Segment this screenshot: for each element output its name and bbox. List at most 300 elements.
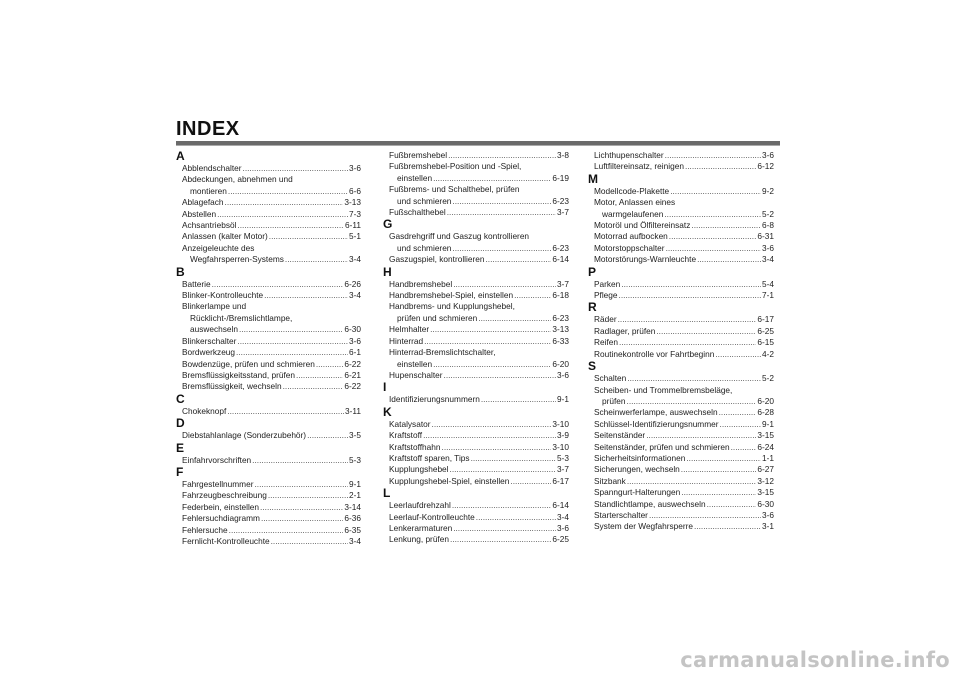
dot-leader xyxy=(514,290,551,301)
index-entry-text: Fehlersuchdiagramm xyxy=(182,513,260,524)
page-number: 3-12 xyxy=(757,475,774,486)
index-entry-text: Modellcode-Plakette xyxy=(594,185,670,196)
index-entry-text: einstellen xyxy=(397,358,433,369)
page-number: 6-20 xyxy=(552,358,569,369)
dot-leader xyxy=(619,337,756,348)
index-entry xyxy=(383,523,569,534)
page-number: 5-2 xyxy=(762,208,774,219)
dot-leader xyxy=(229,525,344,536)
index-entry xyxy=(176,430,361,441)
watermark: carmanualsonline.info xyxy=(680,648,950,672)
index-entry-text: Seitenständer, prüfen und schmieren xyxy=(594,441,730,452)
index-entry-line xyxy=(182,347,361,358)
index-entry xyxy=(383,324,569,335)
page-number: 6-30 xyxy=(757,498,774,509)
page-number: 9-1 xyxy=(762,418,774,429)
dot-leader xyxy=(269,231,348,242)
index-entry xyxy=(588,349,774,360)
page-number: 3-6 xyxy=(349,163,361,173)
index-entry-text: Kraftstoff xyxy=(389,430,423,441)
index-entry-line xyxy=(182,186,361,197)
index-entry-line xyxy=(594,326,774,337)
index-entry-line xyxy=(389,453,569,464)
dot-leader xyxy=(656,326,756,337)
index-entry xyxy=(176,455,361,466)
index-entry xyxy=(383,500,569,511)
dot-leader xyxy=(296,370,343,381)
page-number: 6-6 xyxy=(349,185,361,196)
page-number: 6-23 xyxy=(552,312,569,323)
dot-leader xyxy=(453,523,556,534)
page-number: 5-4 xyxy=(762,278,774,289)
index-entry-line xyxy=(594,521,774,532)
index-entry-line xyxy=(594,254,774,265)
dot-leader xyxy=(478,313,551,324)
index-entry xyxy=(588,430,774,441)
index-entry-line xyxy=(182,336,361,347)
index-entry-line xyxy=(389,254,569,265)
index-entry-line xyxy=(389,534,569,545)
page-number: 6-14 xyxy=(552,254,569,265)
page-number: 3-4 xyxy=(349,535,361,546)
page-number: 3-6 xyxy=(557,522,569,533)
index-entry xyxy=(383,534,569,545)
index-entry xyxy=(588,314,774,325)
index-entry-line xyxy=(594,510,774,521)
index-entry-text: Bremsflüssigkeitsstand, prüfen xyxy=(182,369,295,380)
index-entry-text: Fußbremshebel-Position und -Spiel, xyxy=(389,161,522,172)
page-number: 2-1 xyxy=(349,490,361,501)
index-entry-line xyxy=(182,324,361,335)
dot-leader xyxy=(264,290,348,301)
index-entry-line xyxy=(389,173,569,184)
index-entry-line xyxy=(182,197,361,208)
index-entry-text: Fußbrems- und Schalthebel, prüfen xyxy=(389,184,520,195)
page-number: 3-9 xyxy=(557,430,569,441)
index-entry-text: System der Wegfahrsperre xyxy=(594,521,693,532)
index-entry xyxy=(383,207,569,218)
index-letter-heading: R xyxy=(588,300,597,315)
page-number: 3-4 xyxy=(762,254,774,265)
dot-leader xyxy=(707,499,757,510)
index-entry xyxy=(383,464,569,475)
index-entry-text: Bremsflüssigkeit, wechseln xyxy=(182,381,282,392)
index-entry-line xyxy=(182,220,361,231)
page-number: 3-10 xyxy=(552,441,569,452)
page-number: 4-2 xyxy=(762,348,774,359)
index-entry-line xyxy=(389,512,569,523)
page-number: 6-22 xyxy=(344,358,361,369)
index-entry xyxy=(588,161,774,172)
index-entry-text: Fußbremshebel xyxy=(389,150,448,160)
page-number: 6-27 xyxy=(757,464,774,475)
index-entry-line xyxy=(594,487,774,498)
page-number: 7-1 xyxy=(762,290,774,301)
page-number: 3-10 xyxy=(552,418,569,429)
index-entry xyxy=(383,336,569,347)
page-number: 3-6 xyxy=(762,509,774,520)
page-number: 3-7 xyxy=(557,464,569,475)
dot-leader xyxy=(316,359,344,370)
index-entry xyxy=(588,279,774,290)
index-entry-line xyxy=(594,349,774,360)
index-entry-line xyxy=(594,279,774,290)
index-entry xyxy=(176,490,361,501)
index-column-3 xyxy=(588,150,774,533)
dot-leader xyxy=(433,359,551,370)
dot-leader xyxy=(450,464,556,475)
index-entry xyxy=(588,487,774,498)
dot-leader xyxy=(686,453,761,464)
index-entry-text: Parken xyxy=(594,278,621,289)
index-entry-text: warmgelaufenen xyxy=(602,208,664,219)
index-entry xyxy=(588,150,774,161)
dot-leader xyxy=(225,197,344,208)
index-entry xyxy=(588,499,774,510)
index-entry-text: Katalysator xyxy=(389,418,431,429)
dot-leader xyxy=(452,500,552,511)
page-number: 6-28 xyxy=(757,407,774,418)
index-entry xyxy=(588,453,774,464)
index-entry-line xyxy=(182,513,361,524)
index-entry-text: Wegfahrsperren-Systems xyxy=(190,254,284,265)
index-entry xyxy=(588,186,774,197)
index-entry-text: Abdeckungen, abnehmen und xyxy=(182,174,293,185)
index-entry-line xyxy=(182,209,361,220)
page-number: 6-15 xyxy=(757,337,774,348)
dot-leader xyxy=(261,513,343,524)
index-entry-line xyxy=(594,231,774,242)
index-entry-text: Kupplungshebel-Spiel, einstellen xyxy=(389,475,510,486)
dot-leader xyxy=(217,209,348,220)
page-number: 6-31 xyxy=(757,231,774,242)
index-entry-line xyxy=(389,523,569,534)
index-entry xyxy=(588,290,774,301)
index-entry-line xyxy=(594,476,774,487)
index-letter-heading: H xyxy=(383,264,392,279)
index-letter-heading: F xyxy=(176,464,184,479)
index-entry-text: Motoröl und Ölfiltereinsatz xyxy=(594,220,691,231)
dot-leader xyxy=(619,290,761,301)
page-number: 6-26 xyxy=(344,278,361,289)
page-number: 1-1 xyxy=(762,452,774,463)
index-entry-line xyxy=(182,502,361,513)
index-entry-text: montieren xyxy=(190,185,227,196)
index-entry xyxy=(176,197,361,208)
index-entry-text: Leerlaufdrehzahl xyxy=(389,500,451,511)
page-number: 9-1 xyxy=(557,394,569,405)
index-entry-line xyxy=(594,464,774,475)
page-number: 6-21 xyxy=(344,369,361,380)
dot-leader xyxy=(444,370,556,381)
index-entry xyxy=(588,326,774,337)
index-entry-text: Kraftstoff sparen, Tips xyxy=(389,452,470,463)
page-number: 3-11 xyxy=(345,405,361,416)
index-column-1 xyxy=(176,150,361,547)
page-number: 3-13 xyxy=(552,324,569,335)
dot-leader xyxy=(697,254,761,265)
page-number: 6-23 xyxy=(552,242,569,253)
index-entry-text: Fernlicht-Kontrolleuchte xyxy=(182,535,270,546)
page-number: 6-18 xyxy=(552,290,569,301)
dot-leader xyxy=(731,442,757,453)
index-entry-text: Gasdrehgriff und Gaszug kontrollieren xyxy=(389,231,530,242)
dot-leader xyxy=(720,419,761,430)
index-entry xyxy=(176,220,361,231)
dot-leader xyxy=(237,336,348,347)
page-number: 5-3 xyxy=(557,452,569,463)
dot-leader xyxy=(283,381,344,392)
page-number: 9-2 xyxy=(762,185,774,196)
dot-leader xyxy=(627,396,757,407)
index-entry-line xyxy=(182,370,361,381)
index-letter-heading: A xyxy=(176,149,185,163)
index-entry xyxy=(383,161,569,184)
page-number: 3-6 xyxy=(349,335,361,346)
index-entry xyxy=(176,243,361,266)
index-entry-line xyxy=(594,430,774,441)
index-entry-text: Scheiben- und Trommelbremsbeläge, xyxy=(594,384,733,395)
dot-leader xyxy=(665,150,761,161)
index-entry-text: Sicherheitsinformationen xyxy=(594,452,686,463)
dot-leader xyxy=(453,279,556,290)
index-entry xyxy=(176,381,361,392)
index-entry-text: Anlassen (kalter Motor) xyxy=(182,231,268,242)
index-entry-text: Fußschalthebel xyxy=(389,207,446,218)
dot-leader xyxy=(442,442,552,453)
index-entry-text: und schmieren xyxy=(397,195,452,206)
index-letter-heading: P xyxy=(588,264,597,279)
dot-leader xyxy=(239,324,343,335)
index-entry-text: Batterie xyxy=(182,278,211,289)
index-entry-text: Abstellen xyxy=(182,208,217,219)
index-letter-heading: K xyxy=(383,404,392,419)
index-entry-line xyxy=(594,314,774,325)
index-entry xyxy=(588,464,774,475)
index-entry-line xyxy=(389,464,569,475)
index-entry-text: Luftfiltereinsatz, reinigen xyxy=(594,161,684,172)
index-entry-text: prüfen xyxy=(602,395,626,406)
index-entry-text: Standlichtlampe, auswechseln xyxy=(594,498,706,509)
dot-leader xyxy=(271,536,348,547)
index-entry-line xyxy=(182,406,361,417)
index-entry-text: Blinkerschalter xyxy=(182,335,237,346)
index-entry-text: Einfahrvorschriften xyxy=(182,454,252,465)
page-number: 6-17 xyxy=(552,475,569,486)
index-entry xyxy=(383,150,569,161)
index-entry-line xyxy=(182,430,361,441)
index-entry-text: Helmhalter xyxy=(389,324,430,335)
dot-leader xyxy=(212,279,344,290)
page-number: 3-6 xyxy=(557,369,569,380)
index-letter-heading: L xyxy=(383,486,391,501)
dot-leader xyxy=(621,279,761,290)
index-letter-heading: B xyxy=(176,264,185,279)
index-entry-text: Abblendschalter xyxy=(182,163,242,173)
page-number: 6-25 xyxy=(757,325,774,336)
index-entry-line xyxy=(594,407,774,418)
index-entry xyxy=(383,184,569,207)
index-entry xyxy=(176,347,361,358)
index-entry xyxy=(176,370,361,381)
index-entry-text: Lenkerarmaturen xyxy=(389,522,453,533)
index-entry-line xyxy=(594,161,774,172)
index-entry xyxy=(176,163,361,174)
dot-leader xyxy=(432,419,552,430)
index-entry-text: Scheinwerferlampe, auswechseln xyxy=(594,407,718,418)
index-entry xyxy=(383,419,569,430)
index-entry xyxy=(383,231,569,254)
page-number: 6-17 xyxy=(757,314,774,325)
index-entry-line xyxy=(182,536,361,547)
index-entry-text: Fahrgestellnummer xyxy=(182,478,254,489)
page-number: 6-23 xyxy=(552,195,569,206)
index-entry xyxy=(176,502,361,513)
page-number: 6-35 xyxy=(344,524,361,535)
index-entry xyxy=(588,243,774,254)
index-entry-line xyxy=(594,373,774,384)
index-entry-text: Lichthupenschalter xyxy=(594,150,664,160)
index-letter-heading: C xyxy=(176,391,185,406)
index-entry-text: Rücklicht-/Bremslichtlampe, xyxy=(190,312,293,323)
index-entry xyxy=(176,525,361,536)
index-entry-line xyxy=(389,196,569,207)
index-entry-text: Hinterrad-Bremslichtschalter, xyxy=(389,347,496,358)
dot-leader xyxy=(423,430,556,441)
index-entry-text: und schmieren xyxy=(397,242,452,253)
index-entry-line xyxy=(389,324,569,335)
index-entry-text: Handbremshebel xyxy=(389,278,453,289)
page-number: 6-1 xyxy=(349,347,361,358)
index-entry xyxy=(588,231,774,242)
index-entry-line xyxy=(594,337,774,348)
index-entry-text: Radlager, prüfen xyxy=(594,325,656,336)
index-entry-text: Federbein, einstellen xyxy=(182,501,260,512)
index-entry-line xyxy=(389,394,569,405)
dot-leader xyxy=(627,476,757,487)
page-number: 3-15 xyxy=(757,430,774,441)
dot-leader xyxy=(719,407,757,418)
index-entry xyxy=(176,359,361,370)
page-number: 6-36 xyxy=(344,513,361,524)
index-entry xyxy=(588,407,774,418)
index-entry xyxy=(383,442,569,453)
index-entry-line xyxy=(389,359,569,370)
index-entry-text: Identifizierungsnummern xyxy=(389,394,480,405)
dot-leader xyxy=(243,163,348,174)
index-entry xyxy=(176,231,361,242)
index-entry xyxy=(176,301,361,335)
index-entry xyxy=(176,513,361,524)
dot-leader xyxy=(268,490,348,501)
index-entry-line xyxy=(389,279,569,290)
index-entry-line xyxy=(389,419,569,430)
index-entry xyxy=(588,337,774,348)
page-number: 5-2 xyxy=(762,373,774,384)
index-entry-line xyxy=(594,419,774,430)
index-entry-text: Kraftstoffhahn xyxy=(389,441,441,452)
index-letter-heading: D xyxy=(176,416,185,431)
index-entry-line xyxy=(594,290,774,301)
dot-leader xyxy=(433,173,551,184)
index-entry-line xyxy=(389,243,569,254)
page-number: 7-3 xyxy=(349,208,361,219)
dot-leader xyxy=(681,487,756,498)
index-entry-text: Reifen xyxy=(594,337,618,348)
index-entry-text: einstellen xyxy=(397,172,433,183)
dot-leader xyxy=(715,349,761,360)
index-entry xyxy=(176,479,361,490)
page-number: 3-6 xyxy=(762,150,774,160)
index-entry-line xyxy=(389,476,569,487)
index-entry-text: Motor, Anlassen eines xyxy=(594,197,676,208)
dot-leader xyxy=(260,502,343,513)
index-entry-text: Motorstörungs-Warnleuchte xyxy=(594,254,697,265)
page-number: 5-1 xyxy=(349,231,361,242)
dot-leader xyxy=(476,512,556,523)
page-number: 6-20 xyxy=(757,395,774,406)
index-entry-line xyxy=(182,525,361,536)
index-entry-line xyxy=(594,243,774,254)
page-number: 6-19 xyxy=(552,172,569,183)
dot-leader xyxy=(471,453,556,464)
index-entry-text: Handbremshebel-Spiel, einstellen xyxy=(389,290,514,301)
page-number: 3-5 xyxy=(349,430,361,441)
index-entry xyxy=(588,510,774,521)
index-column-2 xyxy=(383,150,569,546)
index-entry-line xyxy=(594,209,774,220)
index-entry-line xyxy=(389,290,569,301)
page-number: 3-7 xyxy=(557,278,569,289)
dot-leader xyxy=(646,430,756,441)
dot-leader xyxy=(618,314,757,325)
index-entry-text: prüfen und schmieren xyxy=(397,312,478,323)
index-entry-line xyxy=(182,163,361,174)
index-entry-line xyxy=(594,186,774,197)
index-letter-heading: M xyxy=(588,171,598,186)
page-number: 6-22 xyxy=(344,381,361,392)
dot-leader xyxy=(649,510,761,521)
page-number: 3-14 xyxy=(344,501,361,512)
index-entry xyxy=(588,419,774,430)
dot-leader xyxy=(448,150,556,161)
page-number: 9-1 xyxy=(349,478,361,489)
dot-leader xyxy=(481,394,556,405)
index-entry-line xyxy=(182,490,361,501)
index-entry xyxy=(176,279,361,290)
title-rule xyxy=(176,141,780,146)
dot-leader xyxy=(252,455,348,466)
index-entry-text: Pflege xyxy=(594,290,618,301)
index-entry-line xyxy=(182,254,361,265)
index-entry-text: Achsantriebsöl xyxy=(182,220,237,231)
page-number: 3-6 xyxy=(762,242,774,253)
dot-leader xyxy=(447,207,556,218)
index-entry-text: Spanngurt-Halterungen xyxy=(594,487,681,498)
index-letter-heading: S xyxy=(588,359,597,374)
index-entry-text: Handbrems- und Kupplungshebel, xyxy=(389,301,515,312)
index-entry-text: Leerlauf-Kontrolleuchte xyxy=(389,511,475,522)
dot-leader xyxy=(307,430,348,441)
dot-leader xyxy=(236,347,348,358)
index-entry-line xyxy=(182,455,361,466)
index-entry xyxy=(588,220,774,231)
index-entry-line xyxy=(182,279,361,290)
index-entry xyxy=(383,430,569,441)
dot-leader xyxy=(666,243,761,254)
page-number: 3-15 xyxy=(757,487,774,498)
dot-leader xyxy=(485,254,551,265)
